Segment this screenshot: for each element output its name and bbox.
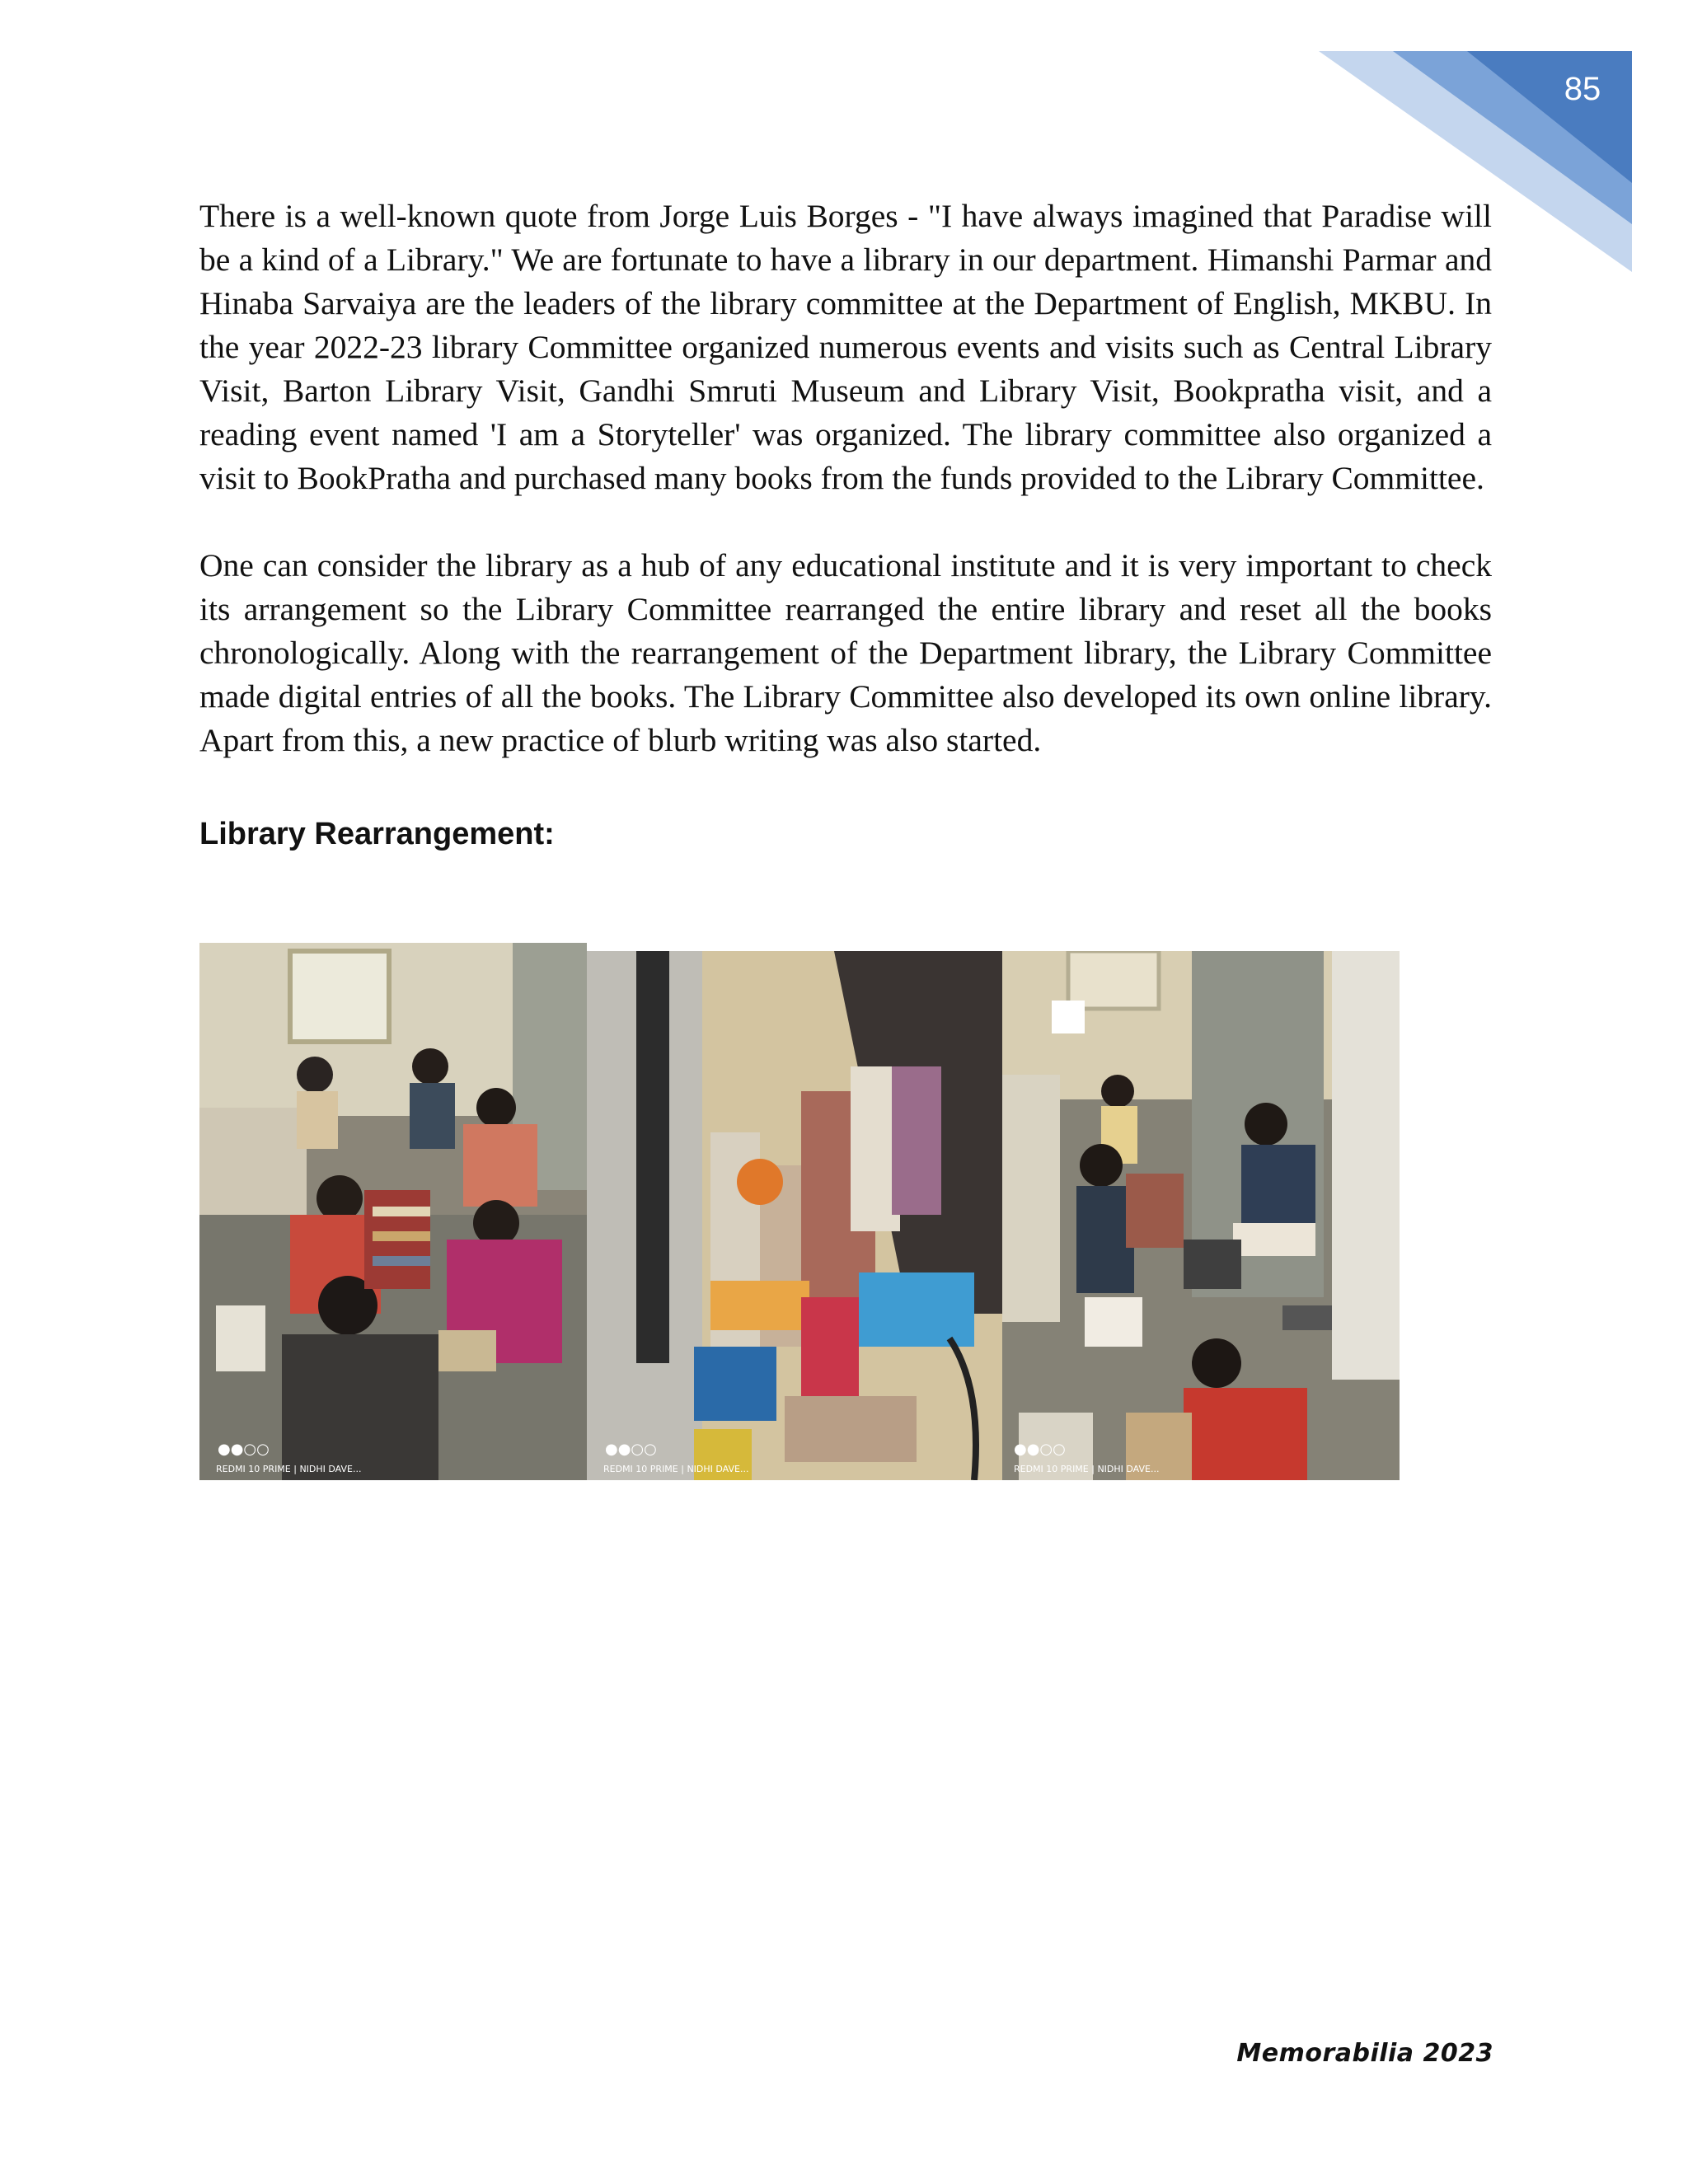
library-rearrangement-photo-1 <box>199 943 587 1480</box>
section-heading: Library Rearrangement: <box>199 817 555 851</box>
body-paragraph-1: There is a well-known quote from Jorge Luis Borges - "I have always imagined that Paradise will be a kind of a Library." We are fortunate to have a library in our department. Himanshi Parmar and Hinaba Sarvaiya are the leaders of the library committee at the Department of English, MKBU. In the year 2022-23 library Committee organized numerous events and visits such as Central Library Visit, Barton Library Visit, Gandhi Smruti Museum and Library Visit, Bookpratha visit, and a reading event named 'I am a Storyteller' was organized. The library committee also organized a visit to BookPratha and purchased many books from the funds provided to the Library Committee. <box>199 198 1492 496</box>
svg-text:●●○○: ●●○○ <box>1014 1441 1066 1458</box>
photo-strip <box>199 943 1400 1480</box>
photo-watermark-2: REDMI 10 PRIME | NIDHI DAVE... <box>603 1464 749 1474</box>
library-rearrangement-photo-2 <box>587 951 1002 1480</box>
main-content <box>199 194 1492 855</box>
svg-text:●●○○: ●●○○ <box>218 1441 270 1458</box>
svg-text:●●○○: ●●○○ <box>605 1441 657 1458</box>
library-rearrangement-photo-3 <box>1002 951 1400 1480</box>
page-number: 85 <box>1564 71 1601 107</box>
footer-title: Memorabilia 2023 <box>1236 2039 1493 2068</box>
photo-watermark-1: REDMI 10 PRIME | NIDHI DAVE... <box>216 1464 362 1474</box>
body-paragraph-2: One can consider the library as a hub of any educational institute and it is very important to check its arrangement so the Library Committee rearranged the entire library and reset all the books chronologically. Along with the rearrangement of the Department library, the Library Committee made digital entries of all the books. The Library Committee also developed its own online library. Apart from this, a new practice of blurb writing was also started. <box>199 547 1492 758</box>
photo-watermark-3: REDMI 10 PRIME | NIDHI DAVE... <box>1014 1464 1160 1474</box>
